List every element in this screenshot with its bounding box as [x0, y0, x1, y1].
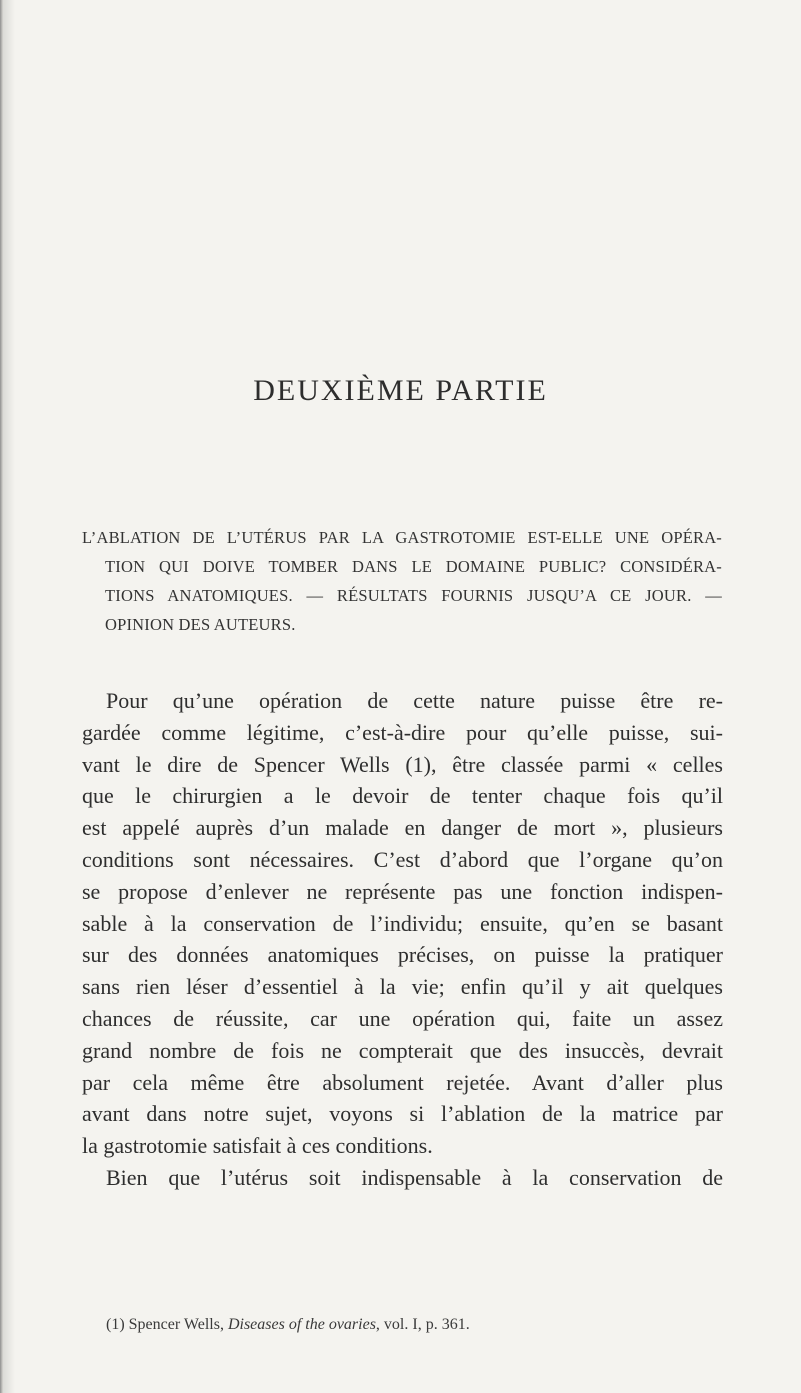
body-line: grand nombre de fois ne compterait que des insuccès, devrait — [82, 1037, 723, 1063]
body-text — [82, 685, 723, 1194]
footnote-suffix: , vol. I, p. 361. — [375, 1316, 470, 1333]
body-line: se propose d’enlever ne représente pas une fonction indispen- — [82, 878, 723, 904]
summary-line: OPINION DES AUTEURS. — [105, 615, 296, 634]
footnote — [106, 1316, 470, 1334]
footnote-prefix: (1) Spencer Wells, — [106, 1316, 228, 1333]
body-line: gardée comme légitime, c’est-à-dire pour qu’elle puisse, sui- — [82, 719, 723, 745]
body-line: sans rien léser d’essentiel à la vie; enfin qu’il y ait quelques — [82, 974, 723, 1000]
summary-line: TION QUI DOIVE TOMBER DANS LE DOMAINE PUBLIC? CONSIDÉRA- — [105, 557, 722, 576]
body-line: Pour qu’une opération de cette nature puisse être re- — [106, 688, 723, 713]
body-line: sur des données anatomiques précises, on puisse la pratiquer — [82, 942, 723, 968]
summary-line: L’ABLATION DE L’UTÉRUS PAR LA GASTROTOMIE EST-ELLE UNE OPÉRA- — [82, 528, 722, 547]
body-line: vant le dire de Spencer Wells (1), être classée parmi « celles — [82, 751, 723, 777]
part-title: DEUXIÈME PARTIE — [253, 374, 548, 407]
summary-line: TIONS ANATOMIQUES. — RÉSULTATS FOURNIS JUSQU’A CE JOUR. — — [105, 586, 722, 605]
body-line: que le chirurgien a le devoir de tenter chaque fois qu’il — [82, 783, 723, 809]
body-line: sable à la conservation de l’individu; ensuite, qu’en se basant — [82, 910, 723, 936]
footnote-cited-title: Diseases of the ovaries — [227, 1316, 376, 1333]
body-line: est appelé auprès d’un malade en danger de mort », plusieurs — [82, 815, 723, 841]
body-line: chances de réussite, car une opération qui, faite un assez — [82, 1005, 723, 1031]
body-line: par cela même être absolument rejetée. Avant d’aller plus — [82, 1069, 723, 1095]
chapter-summary — [82, 523, 722, 639]
body-line: Bien que l’utérus soit indispensable à la conservation de — [106, 1164, 723, 1190]
body-line: la gastrotomie satisfait à ces conditions. — [82, 1133, 433, 1159]
body-line: avant dans notre sujet, voyons si l’ablation de la matrice par — [82, 1101, 723, 1127]
page-gutter-shadow — [3, 0, 15, 1393]
body-line: conditions sont nécessaires. C’est d’abord que l’organe qu’on — [82, 846, 723, 872]
